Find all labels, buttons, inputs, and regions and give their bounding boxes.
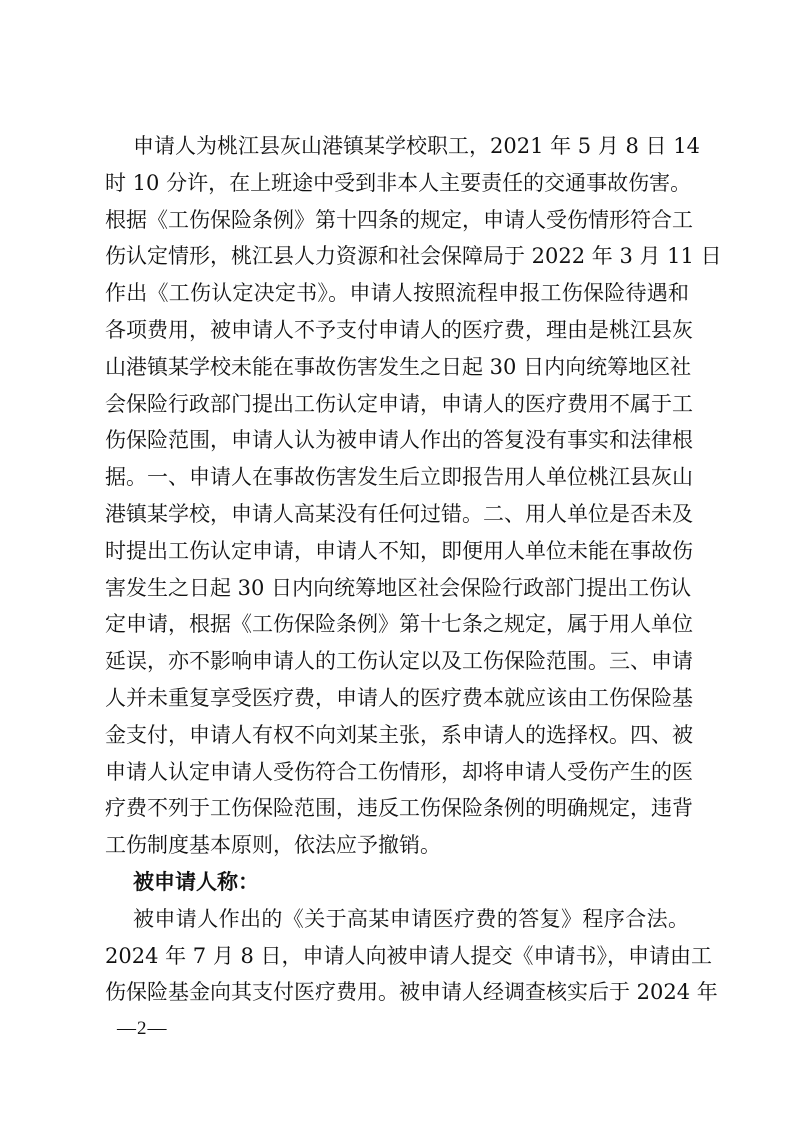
- text-line: 山港镇某学校未能在事故伤害发生之日起 30 日内向统筹地区社: [105, 354, 692, 379]
- text-line: 2024 年 7 月 8 日，申请人向被申请人提交《申请书》，申请由工: [105, 943, 713, 968]
- text-line: 金支付，申请人有权不向刘某主张，系申请人的选择权。四、被: [105, 722, 693, 747]
- respondent-statement-paragraph: [105, 901, 718, 1011]
- text-line: 伤保险范围，申请人认为被申请人作出的答复没有事实和法律根: [105, 428, 693, 453]
- text-line: 被申请人作出的《关于高某申请医疗费的答复》程序合法。: [133, 906, 689, 931]
- text-line: 时 10 分许，在上班途中受到非本人主要责任的交通事故伤害。: [105, 170, 692, 195]
- section-heading: 被申请人称：: [133, 869, 259, 894]
- text-line: 伤保险基金向其支付医疗费用。被申请人经调查核实后于 2024 年: [105, 980, 718, 1005]
- text-line: 伤认定情形，桃江县人力资源和社会保障局于 2022 年 3 月 11 日: [105, 244, 722, 269]
- text-line: 据。一、申请人在事故伤害发生后立即报告用人单位桃江县灰山: [105, 465, 693, 490]
- text-line: 延误，亦不影响申请人的工伤认定以及工伤保险范围。三、申请: [105, 649, 693, 674]
- text-line: 根据《工伤保险条例》第十四条的规定，申请人受伤情形符合工: [105, 207, 693, 232]
- text-line: 作出《工伤认定决定书》。申请人按照流程申报工伤保险待遇和: [105, 281, 689, 306]
- text-line: 定申请，根据《工伤保险条例》第十七条之规定，属于用人单位: [105, 612, 693, 637]
- applicant-statement-paragraph: [105, 128, 722, 864]
- text-line: 会保险行政部门提出工伤认定申请，申请人的医疗费用不属于工: [105, 391, 693, 416]
- text-line: 港镇某学校，申请人高某没有任何过错。二、用人单位是否未及: [105, 501, 693, 526]
- text-line: 各项费用，被申请人不予支付申请人的医疗费，理由是桃江县灰: [105, 317, 693, 342]
- text-line: 申请人认定申请人受伤符合工伤情形，却将申请人受伤产生的医: [105, 759, 693, 784]
- text-line: 人并未重复享受医疗费，申请人的医疗费本就应该由工伤保险基: [105, 685, 693, 710]
- page-number: —2—: [117, 1018, 168, 1039]
- text-line: 疗费不列于工伤保险范围，违反工伤保险条例的明确规定，违背: [105, 796, 693, 821]
- text-line: 害发生之日起 30 日内向统筹地区社会保险行政部门提出工伤认: [105, 575, 692, 600]
- text-line: 申请人为桃江县灰山港镇某学校职工，2021 年 5 月 8 日 14: [133, 134, 700, 158]
- text-line: 时提出工伤认定申请，申请人不知，即便用人单位未能在事故伤: [105, 538, 693, 563]
- body-text: [105, 128, 722, 1011]
- text-line: 工伤制度基本原则，依法应予撤销。: [105, 833, 441, 858]
